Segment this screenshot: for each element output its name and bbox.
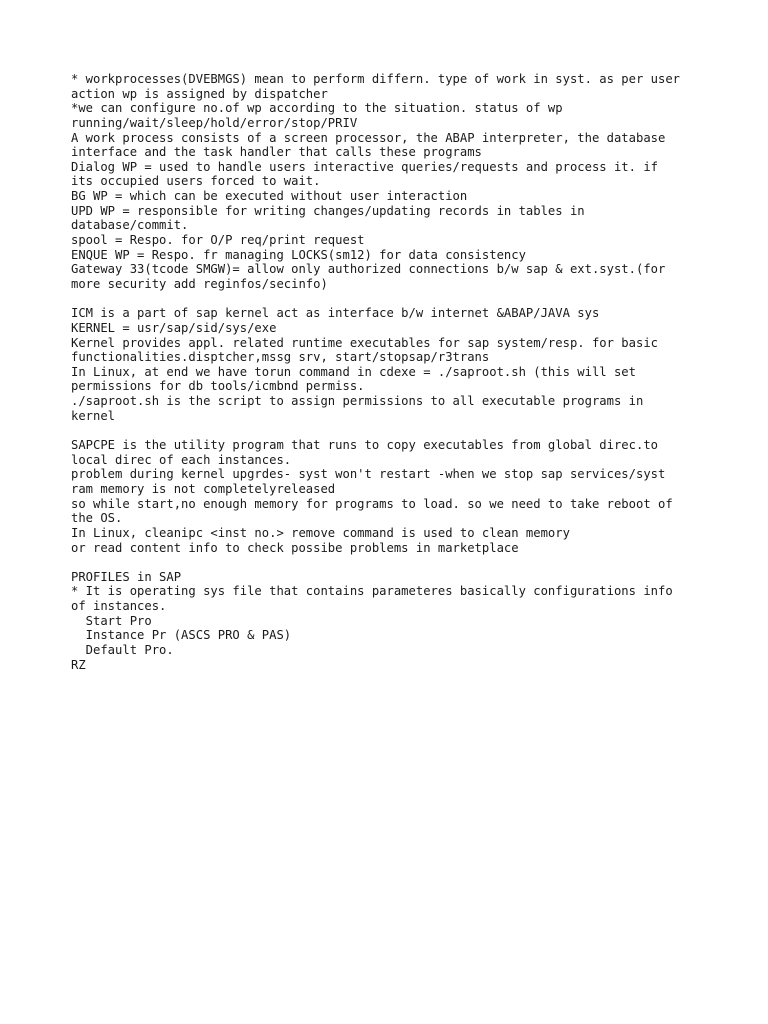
text-line: Kernel provides appl. related runtime executables for sap system/resp. for basic [71,335,658,350]
blank-line [71,423,711,438]
text-line: so while start,no enough memory for programs to load. so we need to take reboot of [71,496,673,511]
text-line: permissions for db tools/icmbnd permiss. [71,379,365,394]
text-line: Gateway 33(tcode SMGW)= allow only authorized connections b/w sap & ext.syst.(for [71,262,666,277]
section-work-processes [71,72,711,292]
section-profiles [71,570,711,672]
text-line: Default Pro. [71,642,174,657]
text-line: In Linux, cleanipc <inst no.> remove command is used to clean memory [71,525,570,540]
text-line: * workprocesses(DVEBMGS) mean to perform differn. type of work in syst. as per user [71,72,681,86]
text-line: KERNEL = usr/sap/sid/sys/exe [71,320,277,335]
section-sapcpe [71,438,711,555]
text-line: Dialog WP = used to handle users interactive queries/requests and process it. if [71,159,658,174]
blank-line [71,555,711,570]
text-line: kernel [71,408,116,423]
text-line: * It is operating sys file that contains parameteres basically configurations info [71,584,673,599]
text-line: In Linux, at end we have torun command in cdexe = ./saproot.sh (this will set [71,364,636,379]
text-line: the OS. [71,511,123,526]
text-line: A work process consists of a screen processor, the ABAP interpreter, the database [71,130,666,145]
blank-line [71,292,711,307]
text-line: local direc of each instances. [71,452,292,467]
text-line: running/wait/sleep/hold/error/stop/PRIV [71,115,358,130]
text-line: functionalities.disptcher,mssg srv, start/stopsap/r3trans [71,350,490,365]
text-line: Start Pro [71,613,152,628]
text-line: database/commit. [71,218,189,233]
text-line: *we can configure no.of wp according to the situation. status of wp [71,101,563,116]
text-line: UPD WP = responsible for writing changes/updating records in tables in [71,203,585,218]
text-line: spool = Respo. for O/P req/print request [71,233,365,248]
text-line: SAPCPE is the utility program that runs to copy executables from global direc.to [71,438,658,453]
text-line: ram memory is not completelyreleased [71,481,336,496]
text-line: Instance Pr (ASCS PRO & PAS) [71,628,292,643]
text-line: BG WP = which can be executed without user interaction [71,189,468,204]
document-page [71,72,711,672]
text-line: ./saproot.sh is the script to assign permissions to all executable programs in [71,394,644,409]
text-line: of instances. [71,599,167,614]
text-line: more security add reginfos/secinfo) [71,276,328,291]
text-line: PROFILES in SAP [71,569,182,584]
text-line: ENQUE WP = Respo. fr managing LOCKS(sm12) for data consistency [71,247,526,262]
text-line: its occupied users forced to wait. [71,174,321,189]
text-line: interface and the task handler that calls these programs [71,145,482,160]
text-line: action wp is assigned by dispatcher [71,86,328,101]
text-line: ICM is a part of sap kernel act as interface b/w internet &ABAP/JAVA sys [71,306,600,321]
text-line: problem during kernel upgrdes- syst won't restart -when we stop sap services/syst [71,467,666,482]
text-line: or read content info to check possibe problems in marketplace [71,540,519,555]
section-kernel [71,306,711,423]
text-line: RZ [71,657,86,672]
